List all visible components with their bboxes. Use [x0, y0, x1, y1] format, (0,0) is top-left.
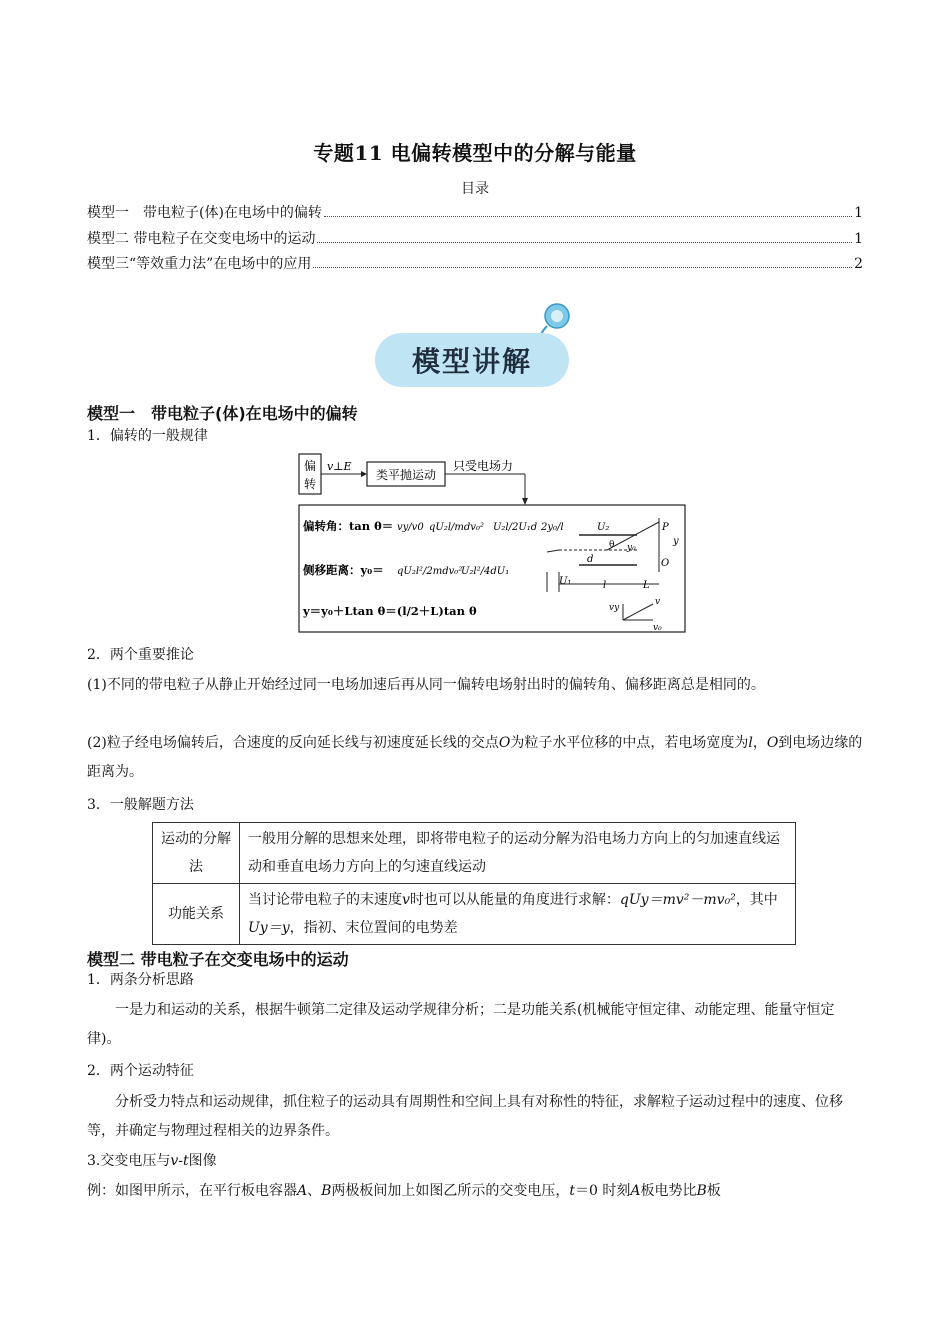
- model2-paragraph-2: 分析受力特点和运动规律，抓住粒子的运动具有周期性和空间上具有对称性的特征，求解粒子运动过程中的速度、位移等，并确定与物理过程相关的边界条件。: [87, 1094, 843, 1139]
- model1-subheading-1: 1．偏转的一般规律: [87, 428, 208, 444]
- diagram-y-line: y＝y₀＋Ltan θ＝(l/2＋L)tan θ: [303, 604, 477, 618]
- diagram-d: d: [587, 554, 594, 565]
- table-cell-label: 功能关系: [153, 884, 240, 945]
- diagram-condition: v⊥E: [327, 460, 352, 473]
- toc-entry-label: 模型二 带电粒子在交变电场中的运动: [87, 231, 316, 247]
- model1-paragraph-2: (2)粒子经电场偏转后，合速度的反向延长线与初速度延长线的交点O为粒子水平位移的中点，若电场宽度为l，O到电场边缘的距离为。: [87, 735, 863, 780]
- diagram-theta: θ: [609, 540, 615, 550]
- diagram-disp-label: 侧移距离：y₀＝: [303, 563, 384, 577]
- method-table: [152, 822, 796, 945]
- page-title: 专题11 电偏转模型中的分解与能量: [313, 141, 637, 165]
- diagram-y0: y₀: [627, 543, 636, 553]
- model1-heading: 模型一 带电粒子(体)在电场中的偏转: [87, 404, 358, 423]
- deflection-diagram: [297, 452, 689, 635]
- table-cell-text: 一般用分解的思想来处理，即将带电粒子的运动分解为沿电场力方向上的匀加速直线运动和垂直电场力方向上的匀速直线运动: [240, 823, 796, 884]
- banner-label: 模型讲解: [375, 333, 569, 387]
- toc-entry-model3[interactable]: [87, 253, 863, 273]
- diagram-U2: U₂: [597, 522, 610, 533]
- diagram-f2: qU₂l/mdv₀²: [429, 522, 484, 533]
- diagram-O: O: [661, 558, 670, 569]
- diagram-f1: vy/v0: [397, 522, 424, 533]
- diagram-y: y: [673, 536, 679, 547]
- model1-subheading-2: 2．两个重要推论: [87, 647, 194, 663]
- table-cell-text: 当讨论带电粒子的末速度v时也可以从能量的角度进行求解：qUy＝mv²－mv₀²，其中Uy＝y，指初、末位置间的电势差: [240, 884, 796, 945]
- diagram-pian: 偏: [303, 459, 317, 473]
- diagram-angle-label: 偏转角：tan θ＝: [303, 519, 394, 533]
- model2-paragraph-1: 一是力和运动的关系，根据牛顿第二定律及运动学规律分析；二是功能关系(机械能守恒定律、动能定理、能量守恒定律)。: [87, 1002, 835, 1047]
- model2-example: 例：如图甲所示，在平行板电容器A、B两极板间加上如图乙所示的交变电压，t＝0 时刻A板电势比B板: [87, 1183, 721, 1199]
- diagram-only-force: 只受电场力: [453, 459, 514, 473]
- diagram-v0: v₀: [653, 623, 662, 633]
- diagram-zhuan: 转: [303, 477, 317, 491]
- toc-entry-page: 1: [854, 231, 863, 247]
- section-banner: [375, 300, 580, 395]
- toc-entry-model2[interactable]: [87, 228, 863, 248]
- model1-subheading-3: 3．一般解题方法: [87, 797, 194, 813]
- diagram-box-label: 类平抛运动: [375, 468, 437, 482]
- model2-subheading-2: 2．两个运动特征: [87, 1063, 194, 1079]
- table-row: [153, 884, 796, 945]
- diagram-v: v: [655, 597, 661, 607]
- diagram-vy: vy: [609, 603, 620, 613]
- toc-entry-label: 模型一 带电粒子(体)在电场中的偏转: [87, 205, 322, 221]
- diagram-f6: U₂l²/4dU₁: [461, 566, 510, 577]
- model2-subheading-3: 3.交变电压与v-t图像: [87, 1153, 217, 1169]
- diagram-l: l: [603, 580, 607, 591]
- toc-leader: [313, 266, 852, 268]
- table-row: [153, 823, 796, 884]
- toc-entry-model1[interactable]: [87, 202, 863, 222]
- model2-subheading-1: 1．两条分析思路: [87, 972, 194, 988]
- toc-heading: 目录: [461, 181, 489, 197]
- diagram-f5: qU₂l²/2mdv₀²: [397, 566, 463, 577]
- model2-heading: 模型二 带电粒子在交变电场中的运动: [87, 950, 349, 969]
- model1-paragraph-1: (1)不同的带电粒子从静止开始经过同一电场加速后再从同一偏转电场射出时的偏转角、偏移距离总是相同的。: [87, 677, 765, 693]
- diagram-U1: U₁: [559, 576, 572, 587]
- toc-leader: [317, 241, 852, 243]
- diagram-L: L: [643, 580, 650, 591]
- toc-leader: [324, 215, 852, 217]
- toc-entry-page: 1: [854, 205, 863, 221]
- toc-entry-label: 模型三“等效重力法”在电场中的应用: [87, 256, 312, 272]
- diagram-f3: U₂l/2U₁d: [493, 522, 538, 533]
- diagram-P: P: [662, 522, 669, 533]
- diagram-f4: 2y₀/l: [541, 522, 564, 533]
- table-cell-label: 运动的分解法: [153, 823, 240, 884]
- toc-entry-page: 2: [854, 256, 863, 272]
